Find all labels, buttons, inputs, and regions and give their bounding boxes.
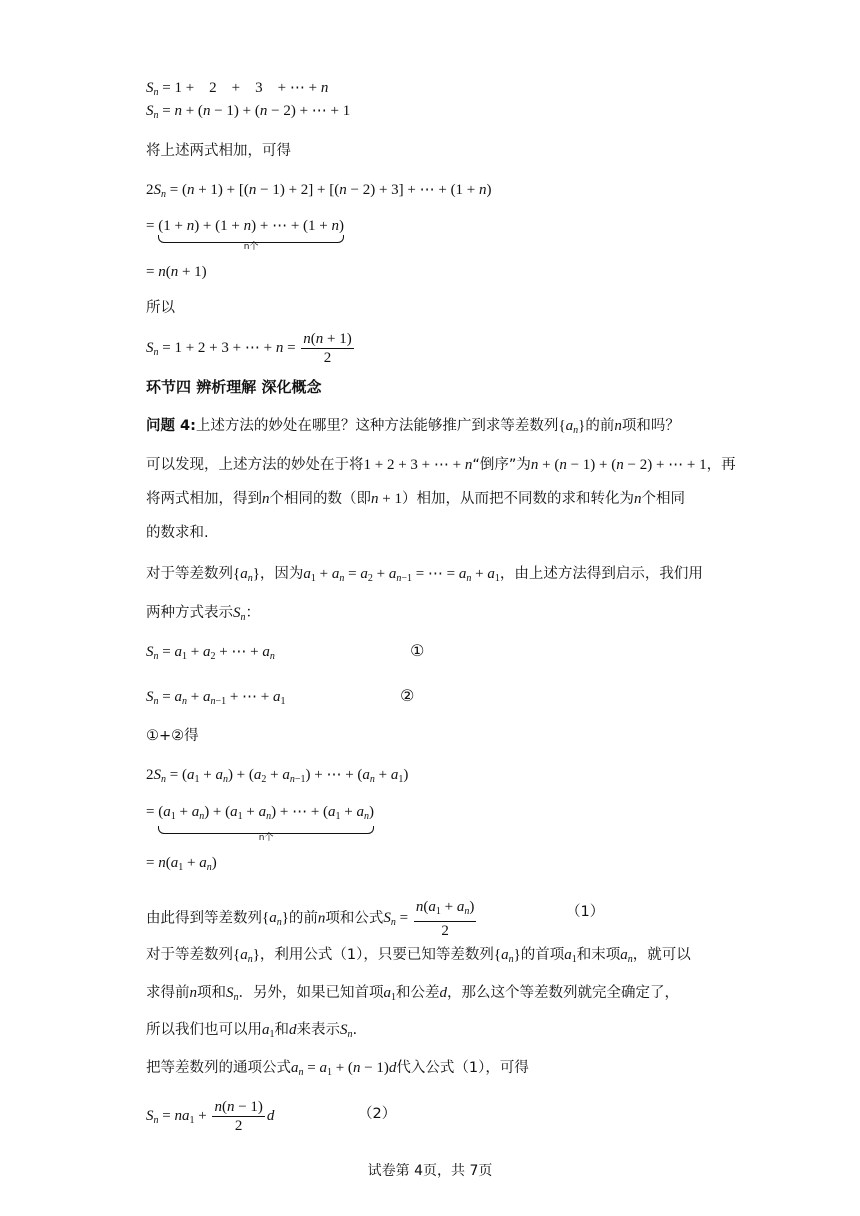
- equation-sn-forward: $S_n = 1$ + 2 + 3 + ⋯ + n: [146, 80, 329, 98]
- text-span: 将两式相加，得到: [146, 491, 262, 507]
- equation-tag-2: （2）: [358, 1106, 397, 1122]
- label-circle-1: ①: [410, 641, 425, 660]
- page-footer: 试卷第 4页，共 7页: [367, 1163, 493, 1179]
- paragraph-4: 对于等差数列$\{a_n\}$，因为$a_1 + a_n = a_2 + a_{n-1}$ = ⋯ = $a_n + a_1$，由上述方法得到启示，我们用: [146, 566, 703, 584]
- text-so: 所以: [146, 300, 175, 316]
- label-circle-2: ②: [400, 686, 415, 705]
- paragraph-5: 两种方式表示$S_n$：: [146, 605, 260, 623]
- equation-brace-sum: = (1 + n) + (1 + n) + ⋯ + (1 + n) n个: [146, 216, 344, 236]
- text-span: 的前: [585, 418, 615, 434]
- text-span: 个相同: [641, 491, 685, 507]
- text-span: 把等差数列的通项公式: [146, 1060, 291, 1076]
- text-span: 的前: [288, 910, 318, 927]
- fraction: $\frac{n(n - 1)}{2}$: [214, 1099, 263, 1134]
- text-span: ，利用公式（1），只要已知等差数列: [259, 947, 494, 963]
- equation-sn-d: $S_n = na_1$ + $\frac{n(n - 1)}{2}$ d: [146, 1099, 275, 1134]
- equation-result-a: = $n(a_1 + a_n)$: [146, 855, 217, 873]
- paragraph-10: 把等差数列的通项公式$a_n = a_1 + (n - 1)d$代入公式（1），可得: [146, 1060, 529, 1078]
- brace-label: n个: [258, 833, 274, 843]
- text-span: ，再: [706, 457, 736, 473]
- text-span: 对于等差数列: [146, 947, 233, 963]
- equation-result: = n(n + 1): [146, 264, 207, 280]
- text-span: 和: [274, 1022, 289, 1038]
- text-span: 项和公式: [325, 910, 384, 927]
- text-span: “倒序”为: [472, 457, 531, 473]
- equation-a: $S_n = a_1 + a_2$ + ⋯ + $a_n$: [146, 644, 275, 662]
- paragraph-8: 求得前n项和$S_n$．另外，如果已知首项$a_1$和公差d，那么这个等差数列就完全确定了，: [146, 985, 679, 1003]
- text-span: .: [352, 1022, 358, 1038]
- equation-sn-reverse: $S_n = n + (n - 1) + (n - 2)$ + ⋯ + 1: [146, 103, 351, 121]
- paragraph-1: 可以发现，上述方法的妙处在于将1 + 2 + 3 + ⋯ + n“倒序”为n + (n − 1) + (n − 2) + ⋯ + 1，再: [146, 457, 736, 473]
- brace-label: n个: [243, 242, 259, 252]
- paragraph-6: 由此得到等差数列$\{a_n\}$的前n项和公式$S_n$ = $\frac{n(a_1 + a_n)}{2}$: [146, 899, 475, 939]
- text-span: 和末项: [576, 947, 621, 963]
- text-span: 所以我们也可以用: [146, 1022, 262, 1038]
- equation-b: $S_n = a_n + a_{n-1}$ + ⋯ + $a_1$: [146, 689, 286, 707]
- equation-2sn-a: $2S_n = (a_1 + a_n) + (a_2 + a_{n-1})$ + ⋯ + $(a_n + a_1)$: [146, 767, 409, 785]
- text-span: ，就可以: [632, 947, 691, 963]
- equation-2sn: $2S_n = (n + 1) + [(n - 1) + 2] + [(n - 2) + 3]$ + ⋯ + (1 + n): [146, 182, 492, 200]
- text-span: ，由上述方法得到启示，我们用: [499, 566, 703, 582]
- text-span: 求得前: [146, 985, 190, 1001]
- question-4: 问题 4:上述方法的妙处在哪里？这种方法能够推广到求等差数列$\{a_n\}$的前n项和吗？: [146, 418, 680, 436]
- equation-sn-formula: $S_n = 1 + 2 + 3$ + ⋯ + n = $\frac{n(n + 1)}{2}$: [146, 331, 352, 366]
- section-title: 环节四 辨析理解 深化概念: [146, 378, 322, 396]
- text-span: ）相加，从而把不同数的求和转化为: [401, 491, 634, 507]
- equation-brace-a: = $(a_1 + a_n) + (a_1 + a_n)$ + ⋯ + $(a_1 + a_n)$ n个: [146, 802, 374, 827]
- text-span: 由此得到等差数列: [146, 910, 262, 927]
- text-span: 和公差: [396, 985, 440, 1001]
- text-span: 来表示: [296, 1022, 340, 1038]
- fraction: $\frac{n(a_1 + a_n)}{2}$: [415, 899, 475, 939]
- paragraph-3: 的数求和.: [146, 525, 209, 541]
- text-span: 项和: [197, 985, 226, 1001]
- text-add-two: 将上述两式相加，可得: [146, 143, 291, 159]
- fraction: $\frac{n(n + 1)}{2}$: [303, 331, 352, 366]
- paragraph-7: 对于等差数列$\{a_n\}$，利用公式（1），只要已知等差数列$\{a_n\}$的首项$a_1$和末项$a_n$，就可以: [146, 947, 691, 965]
- text-span: ，因为: [259, 566, 304, 582]
- paragraph-9: 所以我们也可以用$a_1$和d来表示$S_n$.: [146, 1022, 358, 1040]
- question-label: 问题 4:: [146, 418, 196, 434]
- equation-tag-1: （1）: [566, 904, 605, 920]
- text-span: 两种方式表示: [146, 605, 233, 621]
- text-span: ．另外，如果已知首项: [238, 985, 384, 1001]
- text-span: 可以发现，上述方法的妙处在于将: [146, 457, 364, 473]
- text-span: 对于等差数列: [146, 566, 233, 582]
- text-sum12: ①+②得: [146, 728, 199, 744]
- paragraph-2: 将两式相加，得到n个相同的数（即n + 1）相加，从而把不同数的求和转化为n个相同: [146, 491, 685, 507]
- text-span: 项和吗？: [621, 418, 680, 434]
- text-span: 代入公式（1），可得: [396, 1060, 529, 1076]
- text-span: ：: [245, 605, 260, 621]
- text-span: 的首项: [520, 947, 565, 963]
- underbrace: (1 + n) + (1 + n) + ⋯ + (1 + n) n个: [158, 216, 344, 236]
- underbrace: $(a_1 + a_n) + (a_1 + a_n)$ + ⋯ + $(a_1 + a_n)$ n个: [158, 802, 374, 827]
- text-span: ，那么这个等差数列就完全确定了，: [447, 985, 679, 1001]
- text-span: 上述方法的妙处在哪里？这种方法能够推广到求等差数列: [195, 418, 559, 434]
- text-span: 个相同的数（即: [269, 491, 371, 507]
